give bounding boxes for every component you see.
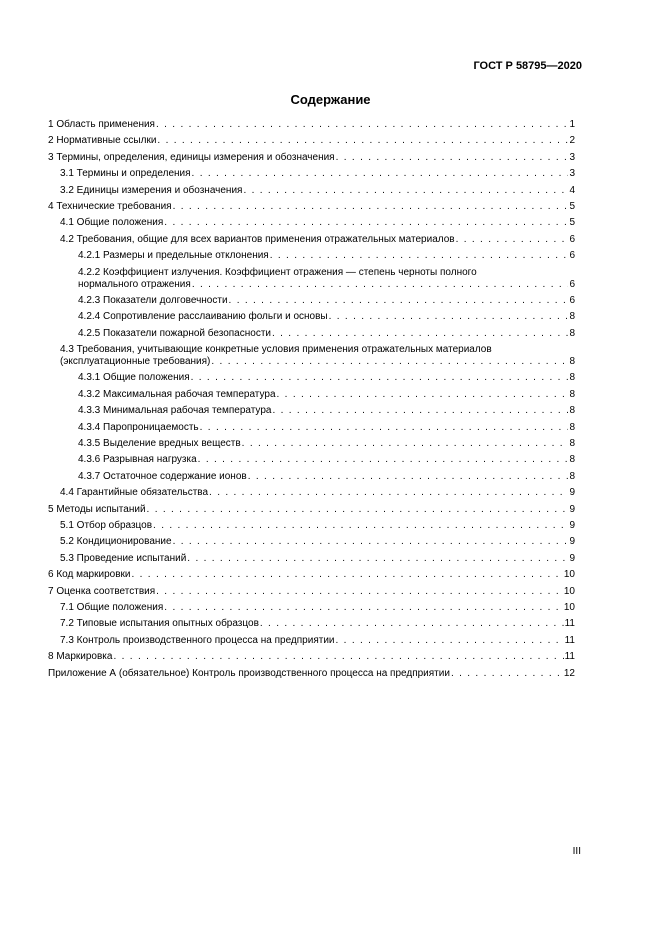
dot-leader: [200, 422, 569, 434]
dot-leader: [211, 356, 568, 368]
toc-entry-page: 2: [569, 135, 575, 147]
toc-entry-page: 8: [569, 372, 575, 384]
toc-entry-page: 12: [563, 667, 575, 679]
toc-entry-title: 3.2 Единицы измерения и обозначения: [60, 184, 243, 196]
toc-entry-page: 11: [564, 634, 575, 646]
toc-entry[interactable]: [48, 651, 575, 663]
toc-entry-title: 3.1 Термины и определения: [60, 168, 191, 180]
dot-leader: [131, 569, 562, 581]
toc-entry-title: 1 Область применения: [48, 119, 155, 130]
dot-leader: [229, 295, 569, 307]
toc-entry-page: 8: [569, 311, 575, 323]
toc-entry[interactable]: [48, 119, 575, 131]
toc-entry-title: нормального отражения: [78, 278, 191, 290]
toc-entry-title: 7.1 Общие положения: [60, 601, 164, 613]
dot-leader: [260, 618, 564, 630]
toc-entry-title: 7.3 Контроль производственного процесса на предприятии: [60, 634, 335, 646]
toc-entry[interactable]: [48, 201, 575, 213]
dot-leader: [336, 152, 569, 164]
toc-entry-page: 5: [569, 217, 575, 229]
toc-entry[interactable]: [48, 504, 575, 516]
toc-entry-title: 4.2.3 Показатели долговечности: [78, 294, 228, 306]
toc-entry[interactable]: [48, 405, 575, 417]
toc-entry-page: 8: [569, 356, 575, 368]
toc-entry-title: 7 Оценка соответствия: [48, 585, 156, 597]
dot-leader: [164, 217, 568, 229]
toc-entry[interactable]: [48, 344, 575, 368]
dot-leader: [164, 602, 563, 614]
toc-entry-page: 11: [564, 651, 575, 663]
toc-entry[interactable]: [48, 569, 575, 581]
toc-entry[interactable]: [48, 520, 575, 532]
dot-leader: [191, 372, 569, 384]
toc-entry-page: 9: [569, 503, 575, 515]
toc-entry-title: 4.3.2 Максимальная рабочая температура: [78, 388, 276, 400]
toc-entry-title: 3 Термины, определения, единицы измерения и обозначения: [48, 151, 335, 163]
dot-leader: [156, 586, 563, 598]
dot-leader: [198, 454, 569, 466]
dot-leader: [187, 553, 568, 565]
toc-entry-page: 11: [564, 618, 575, 630]
toc-entry[interactable]: [48, 234, 575, 246]
toc-entry[interactable]: [48, 635, 575, 647]
toc-entry-title: 4.1 Общие положения: [60, 217, 164, 229]
dot-leader: [270, 250, 569, 262]
toc-entry-title: 4.4 Гарантийные обязательства: [60, 487, 209, 499]
dot-leader: [157, 135, 568, 147]
toc-entry-title: 6 Код маркировки: [48, 569, 131, 581]
toc-entry[interactable]: [48, 217, 575, 229]
toc-entry-title: 5.1 Отбор образцов: [60, 519, 153, 531]
toc-entry[interactable]: [48, 586, 575, 598]
toc-entry-title: Приложение А (обязательное) Контроль производственного процесса на предприятии: [48, 667, 450, 679]
toc-entry[interactable]: [48, 487, 575, 499]
toc-title: Содержание: [290, 92, 371, 107]
toc-entry-page: 6: [569, 250, 575, 262]
toc-entry-page: 1: [569, 119, 575, 130]
dot-leader: [153, 520, 568, 532]
toc-entry-title: 5 Методы испытаний: [48, 503, 146, 515]
toc-entry-title: 5.3 Проведение испытаний: [60, 552, 187, 564]
toc-entry-title: 4 Технические требования: [48, 200, 172, 212]
toc-entry-title-line1: 4.3 Требования, учитывающие конкретные условия применения отражательных материалов: [60, 344, 492, 356]
toc-entry[interactable]: [48, 168, 575, 180]
dot-leader: [173, 536, 569, 548]
toc-entry-title: 4.2 Требования, общие для всех вариантов применения отражательных материалов: [60, 233, 455, 245]
toc-entry[interactable]: [48, 250, 575, 262]
toc-entry[interactable]: [48, 135, 575, 147]
toc-entry[interactable]: [48, 389, 575, 401]
toc-entry-page: 8: [569, 405, 575, 417]
toc-entry[interactable]: [48, 328, 575, 340]
toc-entry-page: 3: [569, 151, 575, 163]
toc-entry-title: 7.2 Типовые испытания опытных образцов: [60, 618, 259, 630]
toc-entry[interactable]: [48, 454, 575, 466]
toc-entry[interactable]: [48, 438, 575, 450]
toc-entry-title: 4.3.1 Общие положения: [78, 372, 190, 384]
dot-leader: [209, 487, 568, 499]
toc-entry[interactable]: [48, 267, 575, 291]
dot-leader: [147, 504, 569, 516]
toc-entry-page: 10: [563, 585, 575, 597]
toc-entry-page: 5: [569, 200, 575, 212]
toc-entry[interactable]: [48, 471, 575, 483]
dot-leader: [272, 328, 568, 340]
toc-entry-page: 8: [569, 454, 575, 466]
dot-leader: [248, 471, 569, 483]
toc-entry[interactable]: [48, 152, 575, 164]
toc-entry-title: (эксплуатационные требования): [60, 356, 211, 368]
dot-leader: [451, 668, 563, 680]
toc-entry[interactable]: [48, 372, 575, 384]
dot-leader: [277, 389, 569, 401]
dot-leader: [242, 438, 569, 450]
document-code: ГОСТ Р 58795—2020: [473, 60, 582, 72]
page-number: III: [572, 846, 581, 857]
toc-entry-title: 4.3.4 Паропроницаемость: [78, 421, 199, 433]
toc-entry-page: 8: [569, 327, 575, 339]
toc-entry[interactable]: [48, 185, 575, 197]
dot-leader: [113, 651, 563, 663]
dot-leader: [192, 279, 569, 291]
toc-entry-title: 8 Маркировка: [48, 651, 113, 663]
dot-leader: [156, 119, 568, 131]
toc-entry[interactable]: [48, 536, 575, 548]
toc-entry-page: 9: [569, 487, 575, 499]
toc-entry-title: 4.3.3 Минимальная рабочая температура: [78, 405, 272, 417]
toc-entry[interactable]: [48, 311, 575, 323]
toc-entry[interactable]: [48, 295, 575, 307]
toc-entry-title: 4.2.5 Показатели пожарной безопасности: [78, 327, 271, 339]
toc-entry-page: 4: [569, 184, 575, 196]
toc-entry[interactable]: [48, 553, 575, 565]
toc-entry-page: 6: [569, 233, 575, 245]
toc-entry-title: 5.2 Кондиционирование: [60, 536, 172, 548]
toc-entry-page: 3: [569, 168, 575, 180]
toc-entry[interactable]: [48, 668, 575, 680]
dot-leader: [173, 201, 569, 213]
toc-entry-title: 4.2.1 Размеры и предельные отклонения: [78, 250, 269, 262]
toc-entry-title: 4.3.5 Выделение вредных веществ: [78, 438, 241, 450]
toc-entry[interactable]: [48, 602, 575, 614]
toc-entry-title: 4.2.4 Сопротивление расслаиванию фольги и основы: [78, 311, 328, 323]
toc-entry-page: 8: [569, 438, 575, 450]
toc-entry[interactable]: [48, 422, 575, 434]
toc-entry-page: 6: [569, 294, 575, 306]
toc-entry[interactable]: [48, 618, 575, 630]
table-of-contents: [48, 119, 575, 684]
dot-leader: [192, 168, 569, 180]
toc-entry-page: 9: [569, 552, 575, 564]
dot-leader: [272, 405, 568, 417]
toc-entry-page: 8: [569, 470, 575, 482]
toc-entry-page: 6: [569, 278, 575, 290]
toc-entry-page: 10: [563, 569, 575, 581]
toc-entry-title: 4.3.6 Разрывная нагрузка: [78, 454, 197, 466]
dot-leader: [329, 311, 569, 323]
toc-entry-title: 4.3.7 Остаточное содержание ионов: [78, 470, 247, 482]
dot-leader: [243, 185, 568, 197]
toc-entry-title: 2 Нормативные ссылки: [48, 135, 157, 147]
toc-entry-page: 10: [563, 601, 575, 613]
dot-leader: [336, 635, 564, 647]
toc-entry-page: 8: [569, 421, 575, 433]
toc-entry-title-line1: 4.2.2 Коэффициент излучения. Коэффициент отражения — степень черноты полного: [78, 266, 477, 278]
toc-entry-page: 9: [569, 536, 575, 548]
toc-entry-page: 9: [569, 519, 575, 531]
dot-leader: [456, 234, 569, 246]
toc-entry-page: 8: [569, 388, 575, 400]
